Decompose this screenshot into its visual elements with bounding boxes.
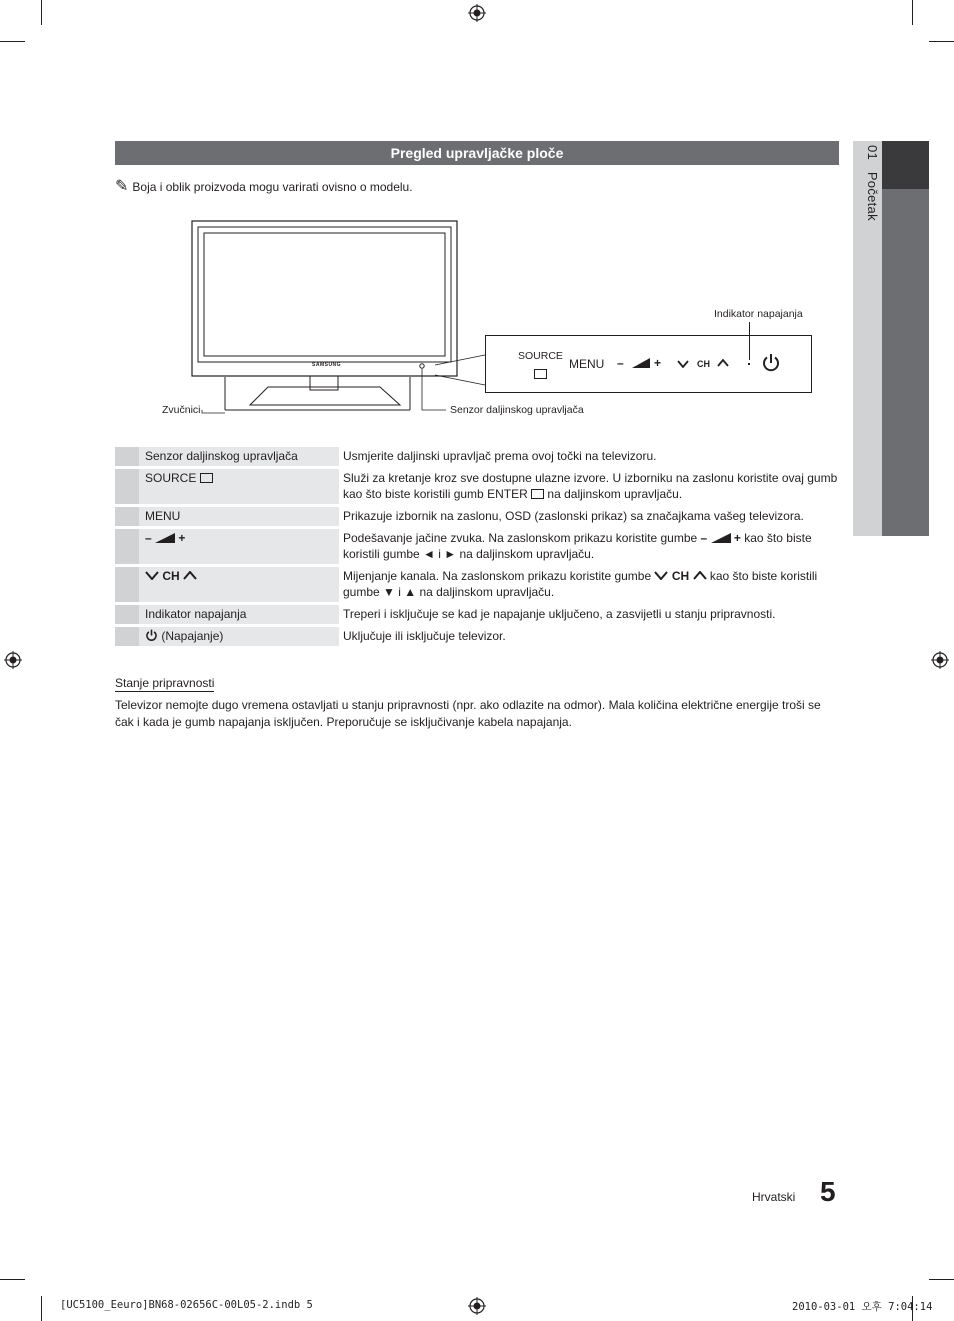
row-desc: Uključuje ili isključuje televizor. xyxy=(343,629,506,643)
page-number: 5 xyxy=(820,1176,836,1207)
volume-icon xyxy=(632,358,650,368)
crop-mark xyxy=(929,41,954,42)
registration-mark-icon xyxy=(4,651,22,669)
label-speakers: Zvučnici xyxy=(162,404,201,416)
panel-source-label: SOURCE xyxy=(518,350,563,362)
side-tab-marker xyxy=(882,141,929,189)
note xyxy=(115,176,413,196)
panel-ch-label: CH xyxy=(697,359,710,369)
volume-icon xyxy=(711,533,731,543)
side-tab-label: 01 Početak xyxy=(865,145,880,221)
row-desc: Podešavanje jačine zvuka. Na zaslonskom prikazu koristite gumbe – + kao što biste koristili gumbe ◄ i ► na daljinskom upravljaču. xyxy=(343,531,812,561)
row-name: SOURCE xyxy=(139,469,339,504)
table-row xyxy=(115,529,839,564)
power-icon xyxy=(761,353,781,373)
row-name: Indikator napajanja xyxy=(139,605,339,624)
table-row xyxy=(115,627,839,646)
power-indicator-dot xyxy=(748,363,750,365)
row-name: CH xyxy=(139,567,339,602)
print-file-info: [UC5100_Eeuro]BN68-02656C-00L05-2.indb 5 xyxy=(60,1299,313,1311)
enter-icon xyxy=(531,489,544,499)
pencil-icon: ✎ xyxy=(115,178,129,195)
table-row xyxy=(115,469,839,504)
row-desc: Usmjerite daljinski upravljač prema ovoj točki na televizoru. xyxy=(343,449,657,463)
crop-mark xyxy=(41,1296,42,1321)
footer-language: Hrvatski xyxy=(752,1190,796,1204)
volume-icon xyxy=(155,533,175,543)
chevron-down-icon xyxy=(145,571,159,580)
tv-illustration xyxy=(160,215,490,415)
chevron-down-icon xyxy=(654,571,668,580)
tv-brand-logo: SAMSUNG xyxy=(312,362,342,368)
print-timestamp: 2010-03-01 오후 7:04:14 xyxy=(792,1301,933,1313)
row-name: – + xyxy=(139,529,339,564)
row-desc: Prikazuje izbornik na zaslonu, OSD (zaslonski prikaz) sa značajkama vašeg televizora. xyxy=(343,509,804,523)
row-desc: Mijenjanje kanala. Na zaslonskom prikazu koristite gumbe CH kao što biste koristili gumbe ▼ i ▲ na daljinskom upravljaču. xyxy=(343,569,818,599)
enter-icon xyxy=(534,369,547,379)
chevron-up-icon xyxy=(693,571,707,580)
enter-icon xyxy=(200,473,213,483)
crop-mark xyxy=(0,1279,25,1280)
row-name: (Napajanje) xyxy=(139,627,339,646)
note-text: Boja i oblik proizvoda mogu varirati ovisno o modelu. xyxy=(132,180,413,194)
row-name: Senzor daljinskog upravljača xyxy=(139,447,339,466)
crop-mark xyxy=(912,0,913,25)
power-icon xyxy=(145,629,158,642)
crop-mark xyxy=(41,0,42,25)
table-row xyxy=(115,605,839,624)
row-desc: Služi za kretanje kroz sve dostupne ulazne izvore. U izborniku na zaslonu koristite ovaj gumb kao što biste koristili gumb ENTER na daljinskom upravljaču. xyxy=(343,471,838,501)
label-power-indicator: Indikator napajanja xyxy=(714,308,803,320)
crop-mark xyxy=(0,41,25,42)
controls-table xyxy=(115,444,839,649)
section-title: Pregled upravljačke ploče xyxy=(115,141,839,165)
registration-mark-icon xyxy=(931,651,949,669)
control-panel-detail xyxy=(485,335,812,393)
chevron-up-icon xyxy=(183,571,197,580)
panel-volume-plus: + xyxy=(654,356,662,370)
standby-body: Televizor nemojte dugo vremena ostavljati u stanju pripravnosti (npr. ako odlazite na odmor). Mala količina električne energije troši se čak i kada je gumb napajanja isključen. Preporučuje se isključivanje kabela napajanja. xyxy=(115,698,821,729)
panel-volume-minus: – xyxy=(617,356,624,370)
registration-mark-icon xyxy=(468,1297,486,1315)
row-name: MENU xyxy=(139,507,339,526)
table-row xyxy=(115,567,839,602)
label-remote-sensor: Senzor daljinskog upravljača xyxy=(450,404,584,416)
table-row xyxy=(115,447,839,466)
side-tab-strip xyxy=(882,189,929,536)
chevron-down-icon xyxy=(677,360,689,368)
table-row xyxy=(115,507,839,526)
row-desc: Treperi i isključuje se kad je napajanje uključeno, a zasvijetli u stanju pripravnosti. xyxy=(343,607,776,621)
registration-mark-icon xyxy=(468,4,486,22)
standby-heading: Stanje pripravnosti xyxy=(115,676,215,690)
chevron-up-icon xyxy=(717,359,729,367)
panel-menu-label: MENU xyxy=(569,357,605,371)
crop-mark xyxy=(929,1279,954,1280)
